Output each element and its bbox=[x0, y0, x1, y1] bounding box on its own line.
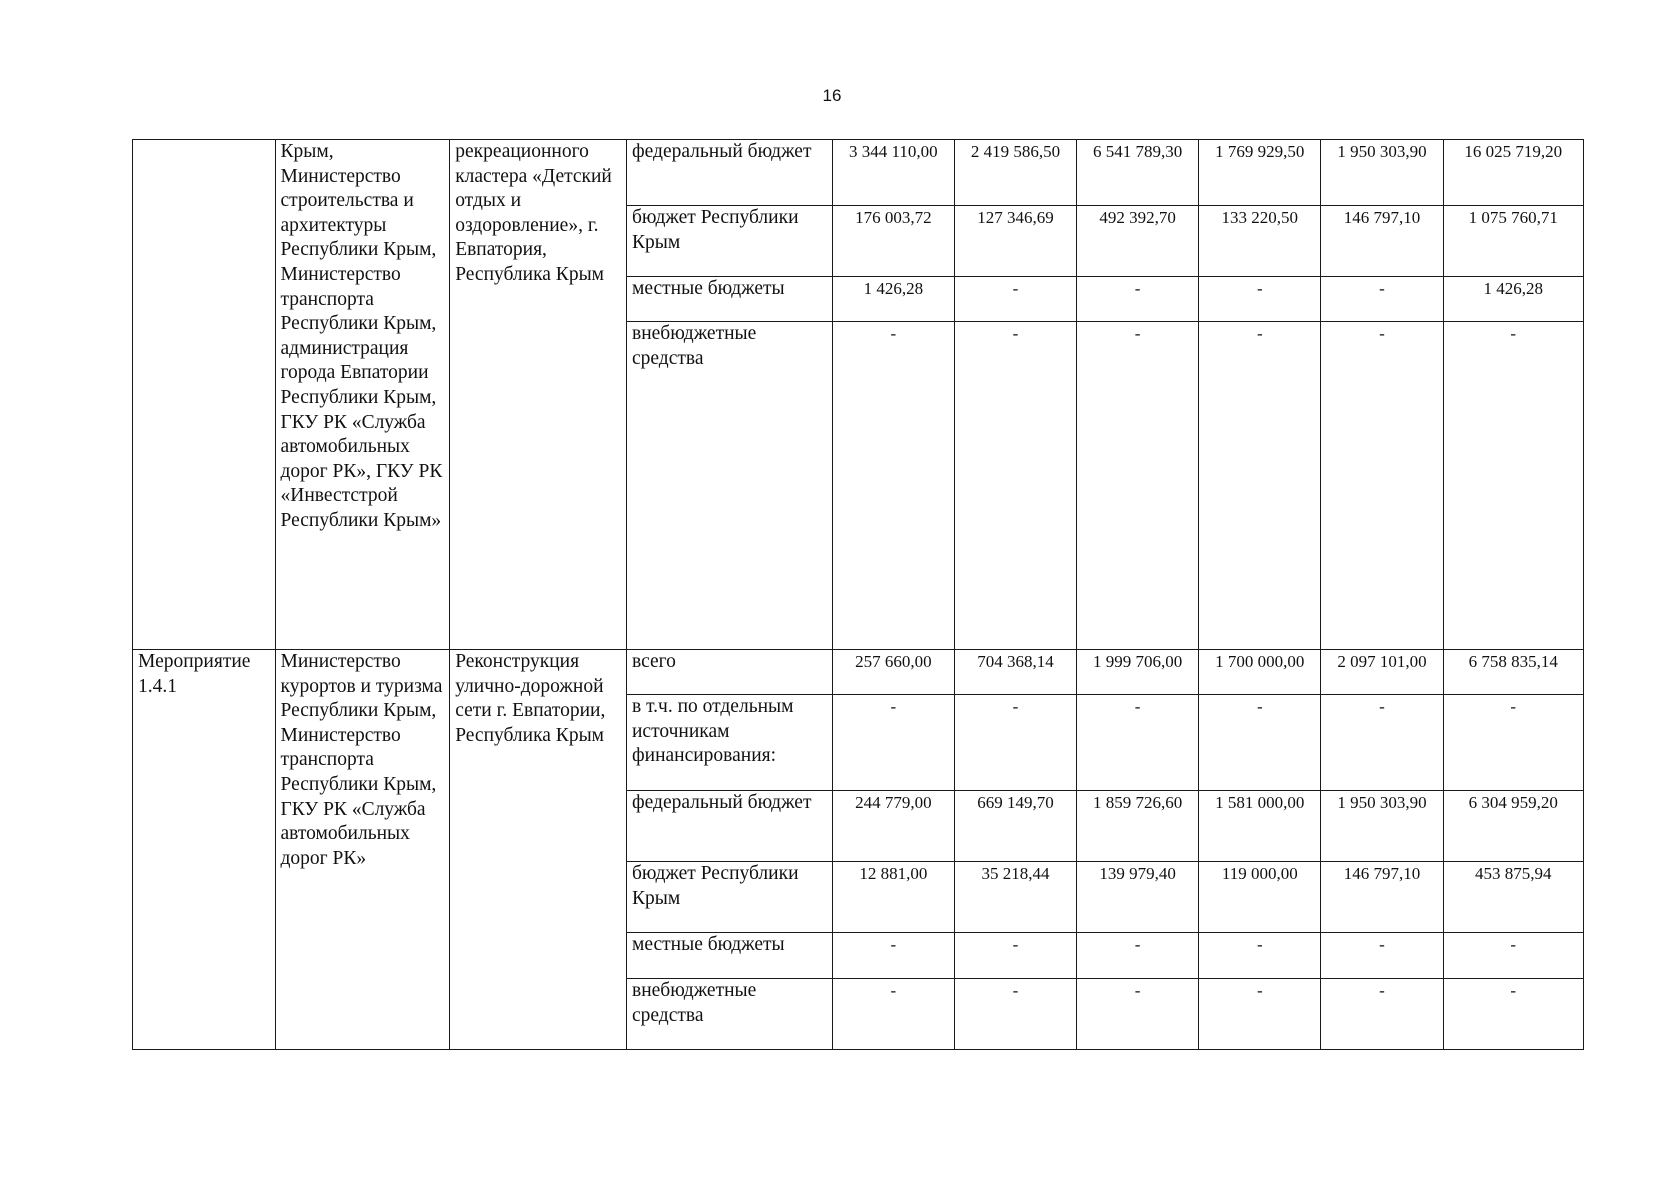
value-cell: 146 797,10 bbox=[1321, 862, 1443, 933]
value-cell: - bbox=[1077, 695, 1199, 791]
page-number: 16 bbox=[822, 86, 842, 105]
source-cell: в т.ч. по отдельным источникам финансирования: bbox=[627, 695, 833, 791]
value-cell: - bbox=[1199, 277, 1321, 322]
value-cell: 1 859 726,60 bbox=[1077, 791, 1199, 862]
value-cell: - bbox=[1321, 695, 1443, 791]
source-cell: внебюджетные средства bbox=[627, 979, 833, 1050]
value-cell: 704 368,14 bbox=[954, 650, 1076, 695]
total-cell: - bbox=[1443, 979, 1583, 1050]
total-cell: 1 426,28 bbox=[1443, 277, 1583, 322]
source-cell: местные бюджеты bbox=[627, 933, 833, 979]
value-cell: - bbox=[1321, 322, 1443, 650]
value-cell: 257 660,00 bbox=[832, 650, 954, 695]
value-cell: - bbox=[1199, 979, 1321, 1050]
responsible-cell: Министерство курортов и туризма Республики Крым, Министерство транспорта Республики Крым, ГКУ РК «Служба автомобильных дорог РК» bbox=[275, 650, 450, 1050]
value-cell: 2 419 586,50 bbox=[954, 140, 1076, 206]
table-row bbox=[133, 650, 1584, 695]
value-cell: - bbox=[832, 933, 954, 979]
source-cell: местные бюджеты bbox=[627, 277, 833, 322]
value-cell: 2 097 101,00 bbox=[1321, 650, 1443, 695]
value-cell: - bbox=[954, 277, 1076, 322]
value-cell: - bbox=[1077, 322, 1199, 650]
value-cell: 3 344 110,00 bbox=[832, 140, 954, 206]
value-cell: - bbox=[832, 695, 954, 791]
value-cell: 176 003,72 bbox=[832, 206, 954, 277]
measure-cell: Мероприятие 1.4.1 bbox=[133, 650, 276, 1050]
value-cell: 1 999 706,00 bbox=[1077, 650, 1199, 695]
value-cell: 669 149,70 bbox=[954, 791, 1076, 862]
value-cell: 1 950 303,90 bbox=[1321, 140, 1443, 206]
value-cell: 139 979,40 bbox=[1077, 862, 1199, 933]
total-cell: 6 758 835,14 bbox=[1443, 650, 1583, 695]
value-cell: 127 346,69 bbox=[954, 206, 1076, 277]
value-cell: - bbox=[954, 933, 1076, 979]
value-cell: - bbox=[1077, 277, 1199, 322]
total-cell: - bbox=[1443, 695, 1583, 791]
object-cell: рекреационного кластера «Детский отдых и оздоровление», г. Евпатория, Республика Крым bbox=[450, 140, 627, 650]
value-cell: 146 797,10 bbox=[1321, 206, 1443, 277]
value-cell: - bbox=[1321, 933, 1443, 979]
value-cell: 35 218,44 bbox=[954, 862, 1076, 933]
source-cell: федеральный бюджет bbox=[627, 791, 833, 862]
source-cell: бюджет Республики Крым bbox=[627, 862, 833, 933]
total-cell: 6 304 959,20 bbox=[1443, 791, 1583, 862]
value-cell: 1 950 303,90 bbox=[1321, 791, 1443, 862]
total-cell: - bbox=[1443, 322, 1583, 650]
value-cell: - bbox=[1077, 979, 1199, 1050]
value-cell: 133 220,50 bbox=[1199, 206, 1321, 277]
total-cell: 453 875,94 bbox=[1443, 862, 1583, 933]
value-cell: 1 581 000,00 bbox=[1199, 791, 1321, 862]
value-cell: - bbox=[832, 322, 954, 650]
source-cell: бюджет Республики Крым bbox=[627, 206, 833, 277]
value-cell: - bbox=[954, 695, 1076, 791]
value-cell: - bbox=[1077, 933, 1199, 979]
measure-cell-empty bbox=[133, 140, 276, 650]
value-cell: 119 000,00 bbox=[1199, 862, 1321, 933]
value-cell: - bbox=[954, 979, 1076, 1050]
value-cell: - bbox=[1321, 277, 1443, 322]
value-cell: 1 426,28 bbox=[832, 277, 954, 322]
value-cell: - bbox=[1321, 979, 1443, 1050]
source-cell: федеральный бюджет bbox=[627, 140, 833, 206]
budget-table bbox=[132, 139, 1584, 1050]
value-cell: - bbox=[1199, 695, 1321, 791]
total-cell: 16 025 719,20 bbox=[1443, 140, 1583, 206]
total-cell: 1 075 760,71 bbox=[1443, 206, 1583, 277]
table-row bbox=[133, 140, 1584, 206]
value-cell: 1 700 000,00 bbox=[1199, 650, 1321, 695]
value-cell: 1 769 929,50 bbox=[1199, 140, 1321, 206]
value-cell: 6 541 789,30 bbox=[1077, 140, 1199, 206]
value-cell: - bbox=[954, 322, 1076, 650]
value-cell: - bbox=[1199, 933, 1321, 979]
object-cell: Реконструкция улично-дорожной сети г. Евпатории, Республика Крым bbox=[450, 650, 627, 1050]
total-cell: - bbox=[1443, 933, 1583, 979]
value-cell: 492 392,70 bbox=[1077, 206, 1199, 277]
value-cell: - bbox=[1199, 322, 1321, 650]
source-cell: всего bbox=[627, 650, 833, 695]
source-cell: внебюджетные средства bbox=[627, 322, 833, 650]
value-cell: - bbox=[832, 979, 954, 1050]
value-cell: 244 779,00 bbox=[832, 791, 954, 862]
responsible-cell: Крым, Министерство строительства и архитектуры Республики Крым, Министерство транспорта Республики Крым, администрация города Евпатории Республики Крым, ГКУ РК «Служба автомобильных дорог РК», ГКУ РК «Инвестстрой Республики Крым» bbox=[275, 140, 450, 650]
value-cell: 12 881,00 bbox=[832, 862, 954, 933]
